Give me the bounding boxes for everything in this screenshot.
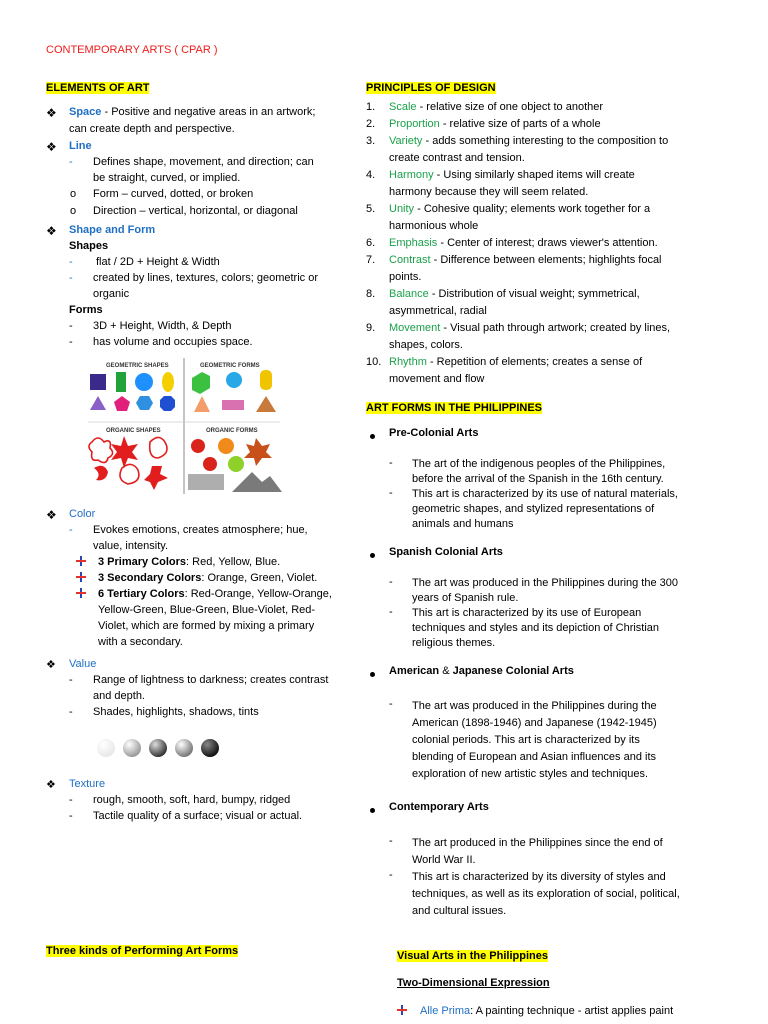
organic-shape-outline bbox=[150, 437, 167, 458]
strawberry-form bbox=[203, 457, 217, 471]
dash-bullet: - bbox=[69, 706, 73, 718]
value-sphere bbox=[175, 739, 193, 757]
tertiary-colors-3: Violet, which are formed by mixing a primary bbox=[98, 620, 315, 632]
dash-bullet: - bbox=[389, 606, 393, 618]
value-desc-1b: and depth. bbox=[93, 690, 145, 702]
diamond-bullet-icon: ❖ bbox=[46, 508, 57, 522]
american-japanese-title: American & Japanese Colonial Arts bbox=[389, 665, 574, 677]
spanish-desc: The art was produced in the Philippines during the 300 years of Spanish rule. bbox=[412, 577, 679, 604]
line-form: Form – curved, dotted, or broken bbox=[93, 188, 254, 200]
tertiary-colors: 6 Tertiary Colors: Red-Orange, Yellow-Orange, bbox=[98, 588, 332, 600]
dash-bullet: - bbox=[389, 457, 393, 469]
dash-bullet: - bbox=[389, 576, 393, 588]
principle-item: Scale - relative size of one object to another bbox=[389, 101, 604, 113]
principle-term: Proportion bbox=[389, 118, 440, 130]
dash-bullet: - bbox=[69, 336, 73, 348]
value-sphere bbox=[123, 739, 141, 757]
two-dimensional-heading: Two-Dimensional Expression bbox=[397, 977, 550, 989]
triangle-shape bbox=[90, 396, 106, 410]
org-forms-label: ORGANIC FORMS bbox=[206, 428, 258, 434]
apple-form bbox=[228, 456, 244, 472]
principle-item: Unity - Cohesive quality; elements work together for a bbox=[389, 203, 651, 215]
figurines-form bbox=[188, 474, 224, 490]
principle-item: Rhythm - Repetition of elements; creates a sense of bbox=[389, 356, 643, 368]
principle-term: Variety bbox=[389, 135, 423, 147]
principle-item: Proportion - relative size of parts of a whole bbox=[389, 118, 601, 130]
rectangle-shape bbox=[116, 372, 126, 392]
principle-number: 6. bbox=[366, 237, 376, 249]
dash-bullet: - bbox=[69, 320, 73, 332]
bullet-dot-icon bbox=[370, 804, 375, 816]
dash-bullet: - bbox=[69, 156, 73, 168]
principle-item-cont: harmony because they will seem related. bbox=[389, 186, 589, 198]
dash-bullet: - bbox=[389, 487, 393, 499]
shape-form-term: Shape and Form bbox=[69, 224, 156, 236]
principle-item: Balance - Distribution of visual weight; symmetrical, bbox=[389, 288, 640, 300]
organic-shape-outline bbox=[89, 438, 113, 463]
value-term: Value bbox=[69, 658, 97, 670]
line-direction: Direction – vertical, horizontal, or diagonal bbox=[93, 205, 298, 217]
dash-bullet: - bbox=[389, 698, 393, 710]
line-term: Line bbox=[69, 140, 92, 152]
contemporary-title: Contemporary Arts bbox=[389, 801, 489, 813]
cross-bullet-icon bbox=[76, 556, 86, 568]
organic-shape-outline bbox=[120, 464, 139, 484]
octagon-shape bbox=[160, 396, 175, 411]
dash-bullet: - bbox=[389, 835, 393, 847]
space-item bbox=[46, 106, 57, 120]
principle-term: Rhythm bbox=[389, 356, 427, 368]
bullet-dot-icon bbox=[370, 549, 375, 561]
bullet-dot-icon bbox=[370, 668, 375, 680]
hexagon-shape bbox=[136, 396, 153, 410]
organic-shape bbox=[144, 466, 168, 490]
line-desc-1: Defines shape, movement, and direction; can bbox=[93, 156, 314, 168]
cross-bullet-icon bbox=[76, 588, 86, 600]
elements-heading: ELEMENTS OF ART bbox=[46, 82, 150, 94]
org-shapes-label: ORGANIC SHAPES bbox=[106, 428, 161, 434]
tomato-form bbox=[191, 439, 205, 453]
principle-item-cont: movement and flow bbox=[389, 373, 485, 385]
cross-bullet-icon bbox=[76, 572, 86, 584]
sphere-form bbox=[226, 372, 242, 388]
dash-bullet: - bbox=[69, 794, 73, 806]
precolonial-desc-2: This art is characterized by its use of natural materials, geometric shapes, and stylized representations of animals and humans bbox=[412, 488, 678, 530]
principle-number: 5. bbox=[366, 203, 376, 215]
principle-item: Variety - adds something interesting to the composition to bbox=[389, 135, 669, 147]
precolonial-desc: The art of the indigenous peoples of the Philippines, before the arrival of the Spanish in the 16th century. bbox=[412, 458, 666, 485]
spanish-desc-2: This art is characterized by its use of European techniques and styles and its depiction of Christian religious themes. bbox=[412, 607, 660, 649]
texture-desc-2: Tactile quality of a surface; visual or actual. bbox=[93, 810, 303, 822]
american-japanese-desc: The art was produced in the Philippines during the American (1898-1946) and Japanese (1942-1945) colonial periods. This art is characterized by its blending of European and Asian influences and its exploration of new artistic styles and techniques. bbox=[412, 700, 657, 780]
forms-desc-1: 3D + Height, Width, & Depth bbox=[93, 320, 232, 332]
dash-bullet: - bbox=[69, 810, 73, 822]
texture-desc-1: rough, smooth, soft, hard, bumpy, ridged bbox=[93, 794, 291, 806]
mountain-form bbox=[232, 472, 282, 492]
principle-item-cont: points. bbox=[389, 271, 422, 283]
principle-term: Harmony bbox=[389, 169, 434, 181]
principle-term: Scale bbox=[389, 101, 417, 113]
dash-bullet: - bbox=[69, 272, 73, 284]
dash-bullet: - bbox=[69, 674, 73, 686]
shapes-desc-2b: organic bbox=[93, 288, 130, 300]
value-sphere bbox=[97, 739, 115, 757]
forms-heading: Forms bbox=[69, 304, 103, 316]
texture-term: Texture bbox=[69, 778, 106, 790]
space-term: Space bbox=[69, 106, 102, 118]
dash-bullet: - bbox=[389, 869, 393, 881]
secondary-colors: 3 Secondary Colors: Orange, Green, Violet. bbox=[98, 572, 318, 584]
cylinder-form bbox=[260, 370, 272, 390]
principle-number: 10. bbox=[366, 356, 382, 368]
dash-bullet: - bbox=[69, 256, 73, 268]
principle-number: 1. bbox=[366, 101, 376, 113]
principle-term: Movement bbox=[389, 322, 441, 334]
artforms-heading: ART FORMS IN THE PHILIPPINES bbox=[366, 402, 543, 414]
tertiary-colors-2: Yellow-Green, Blue-Green, Blue-Violet, Red- bbox=[98, 604, 316, 616]
line-desc-1b: be straight, curved, or implied. bbox=[93, 172, 241, 184]
principle-number: 8. bbox=[366, 288, 376, 300]
principle-item: Emphasis - Center of interest; draws viewer's attention. bbox=[389, 237, 658, 249]
visual-arts-heading: Visual Arts in the Philippines bbox=[397, 950, 548, 962]
spanish-title: Spanish Colonial Arts bbox=[389, 546, 503, 558]
tertiary-colors-4: with a secondary. bbox=[98, 636, 183, 648]
primary-colors: 3 Primary Colors: Red, Yellow, Blue. bbox=[98, 556, 281, 568]
precolonial-title: Pre-Colonial Arts bbox=[389, 427, 479, 439]
diamond-outline-bullet-icon: ❖ bbox=[46, 779, 56, 791]
color-term: Color bbox=[69, 508, 96, 520]
diamond-bullet-icon: ❖ bbox=[46, 106, 57, 120]
bullet-dot-icon bbox=[370, 430, 375, 442]
o-bullet: o bbox=[70, 205, 77, 217]
principle-number: 2. bbox=[366, 118, 376, 130]
geo-shapes-label: GEOMETRIC SHAPES bbox=[106, 363, 169, 369]
space-line1: Space - Positive and negative areas in an artwork; bbox=[69, 106, 316, 118]
square-shape bbox=[90, 374, 106, 390]
leaf-form bbox=[244, 438, 272, 466]
principles-heading: PRINCIPLES OF DESIGN bbox=[366, 82, 496, 94]
principle-item: Movement - Visual path through artwork; created by lines, bbox=[389, 322, 671, 334]
color-desc-1: Evokes emotions, creates atmosphere; hue, bbox=[93, 524, 308, 536]
organic-shape bbox=[111, 436, 138, 468]
principle-number: 4. bbox=[366, 169, 376, 181]
principle-item-cont: harmonious whole bbox=[389, 220, 479, 232]
value-desc-1: Range of lightness to darkness; creates contrast bbox=[93, 674, 329, 686]
contemporary-desc-2: This art is characterized by its diversity of styles and techniques, as well as its exploration of social, political, and cultural issues. bbox=[412, 871, 680, 917]
alle-prima-item: Alle Prima: A painting technique - artist applies paint bbox=[420, 1005, 674, 1017]
value-sphere bbox=[149, 739, 167, 757]
diamond-bullet-icon: ❖ bbox=[46, 224, 57, 238]
space-line2: can create depth and perspective. bbox=[69, 123, 235, 135]
principle-item-cont: create contrast and tension. bbox=[389, 152, 525, 164]
cube-form bbox=[192, 372, 210, 394]
principle-item: Contrast - Difference between elements; highlights focal bbox=[389, 254, 662, 266]
cross-bullet-icon bbox=[397, 1005, 407, 1017]
prism-form bbox=[222, 400, 244, 410]
principle-term: Unity bbox=[389, 203, 415, 215]
principle-number: 7. bbox=[366, 254, 376, 266]
principle-term: Emphasis bbox=[389, 237, 438, 249]
circle-shape bbox=[135, 373, 153, 391]
principle-number: 9. bbox=[366, 322, 376, 334]
color-desc-1b: value, intensity. bbox=[93, 540, 169, 552]
principle-number: 3. bbox=[366, 135, 376, 147]
organic-shape bbox=[94, 466, 108, 481]
value-spheres-figure bbox=[94, 728, 224, 770]
principle-item-cont: shapes, colors. bbox=[389, 339, 463, 351]
value-sphere bbox=[201, 739, 219, 757]
dash-bullet: - bbox=[69, 524, 73, 536]
principle-term: Contrast bbox=[389, 254, 431, 266]
forms-desc-2: has volume and occupies space. bbox=[93, 336, 253, 348]
orange-form bbox=[218, 438, 234, 454]
principle-item-cont: asymmetrical, radial bbox=[389, 305, 487, 317]
cone-form bbox=[194, 396, 210, 412]
contemporary-desc: The art produced in the Philippines since the end of World War II. bbox=[412, 837, 663, 866]
diamond-bullet-icon: ❖ bbox=[46, 140, 57, 154]
principle-term: Balance bbox=[389, 288, 429, 300]
geo-forms-label: GEOMETRIC FORMS bbox=[200, 363, 260, 369]
pentagon-shape bbox=[114, 396, 130, 411]
shapes-desc-1: flat / 2D + Height & Width bbox=[96, 256, 220, 268]
diamond-outline-bullet-icon: ❖ bbox=[46, 659, 56, 671]
oval-shape bbox=[162, 372, 174, 392]
shapes-forms-figure bbox=[84, 356, 284, 498]
pyramid-form bbox=[256, 396, 276, 412]
value-desc-2: Shades, highlights, shadows, tints bbox=[93, 706, 259, 718]
principle-item: Harmony - Using similarly shaped items will create bbox=[389, 169, 635, 181]
document-title: CONTEMPORARY ARTS ( CPAR ) bbox=[46, 44, 218, 56]
shapes-desc-2: created by lines, textures, colors; geometric or bbox=[93, 272, 318, 284]
shapes-heading: Shapes bbox=[69, 240, 109, 252]
performing-arts-heading: Three kinds of Performing Art Forms bbox=[46, 945, 239, 957]
o-bullet: o bbox=[70, 188, 77, 200]
